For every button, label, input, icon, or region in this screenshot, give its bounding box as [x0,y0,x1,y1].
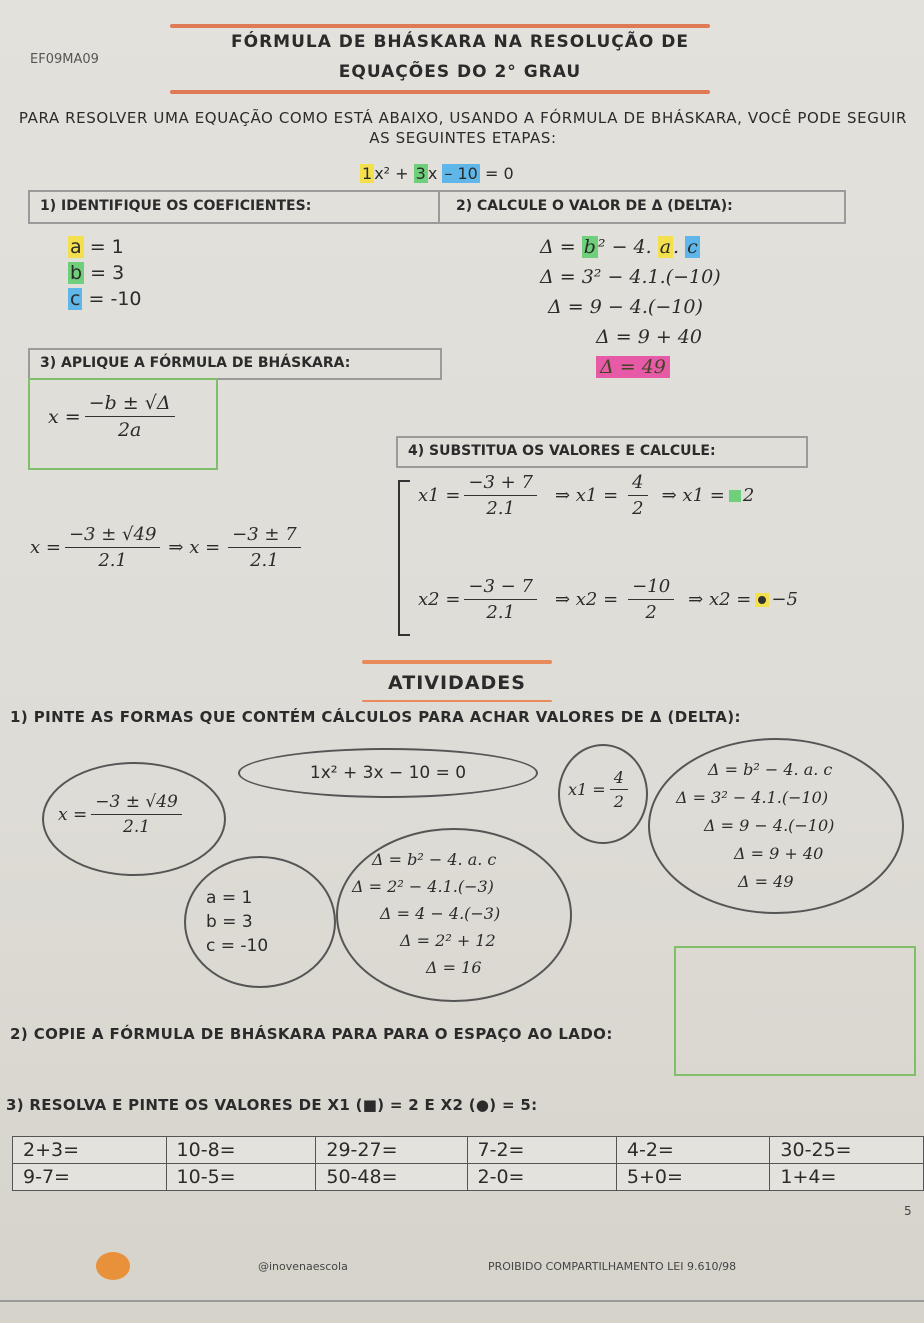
coef-value-c: = -10 [88,288,142,310]
title-top-stripe [170,24,710,28]
shape-coef-lines [206,886,268,958]
step4-heading: 4) SUBSTITUA OS VALORES E CALCULE: [408,443,716,459]
delta-calculation [540,232,721,382]
x1-fraction-2 [628,472,647,519]
footer-divider [0,1300,924,1302]
footer-handle: @inovenaescola [258,1260,348,1273]
delta-result: Δ = 49 [596,356,670,378]
table-row [13,1137,924,1164]
shape-x1-fraction [610,768,628,811]
table-cell[interactable]: 30-25= [770,1137,924,1164]
x1-lhs: x1 = [418,485,461,506]
shape-delta-a-line-1: Δ = b² − 4. a. c [708,760,833,779]
activities-bottom-line [362,700,552,702]
table-cell[interactable]: 1+4= [770,1164,924,1191]
shape-coef-b: b = 3 [206,912,253,932]
coef-b-highlight: 3 [415,164,426,183]
x1-numerator-2: 4 [628,472,647,496]
x1-denominator-2: 2 [632,498,644,519]
x2-fraction-2 [628,576,674,623]
question-2: 2) COPIE A FÓRMULA DE BHÁSKARA PARA PARA O ESPAÇO AO LADO: [10,1025,613,1043]
delta-b: b [583,236,596,258]
shape-delta-a-line-3: Δ = 9 − 4.(−10) [704,816,835,835]
x2-lhs: x2 = [418,589,461,610]
shape-delta-b-oval[interactable] [336,828,572,1002]
x2-arrow-2: ⇒ x2 = [688,589,752,610]
step3-heading: 3) APLIQUE A FÓRMULA DE BHÁSKARA: [40,355,351,371]
table-cell[interactable]: 2-0= [467,1164,616,1191]
formula-fraction [85,392,175,441]
shape-delta-a-line-2: Δ = 3² − 4.1.(−10) [676,788,829,807]
formula-copy-box[interactable] [674,946,916,1076]
table-cell[interactable]: 2+3= [13,1137,167,1164]
delta-line-1 [540,232,721,262]
coef-letter-b: b [70,262,83,284]
footer-notice: PROIBIDO COMPARTILHAMENTO LEI 9.610/98 [488,1260,737,1273]
step4-heading-box [396,436,808,468]
delta-a: a [659,236,672,258]
x1-denominator: 2.1 [486,498,515,519]
coef-row-a [68,234,142,260]
coef-letter-a: a [70,236,82,258]
main-equation [360,164,514,183]
step3-heading-box [28,348,442,380]
x1-arrow: ⇒ x1 = [554,485,619,506]
shape-x1-numerator: 4 [610,768,628,790]
shape-coef-c: c = -10 [206,936,269,956]
eq-x: x [427,164,438,183]
operations-table [12,1136,924,1191]
x2-result: −5 [771,589,798,610]
skill-code: EF09MA09 [30,52,99,67]
shape-equation-oval[interactable] [238,748,538,798]
formula-box [28,378,218,470]
title-bottom-stripe [170,90,710,94]
sub-numerator-2: −3 ± 7 [228,524,301,548]
step2-heading-box [438,190,846,224]
question-1: 1) PINTE AS FORMAS QUE CONTÉM CÁLCULOS PARA ACHAR VALORES DE Δ (DELTA): [10,708,741,726]
sub-lhs: x = [30,537,61,558]
shape-formula [58,792,186,837]
coef-letter-c: c [70,288,81,310]
formula-numerator: −b ± √Δ [85,392,175,417]
coefficient-list [68,234,142,312]
delta-line-1-pre: Δ = [540,236,582,258]
delta-line-2: Δ = 3² − 4.1.(−10) [540,266,721,288]
coef-row-c [68,286,142,312]
shape-x1-denominator: 2 [613,792,624,811]
square-marker-icon [729,490,741,502]
sub-arrow: ⇒ x = [168,537,221,558]
table-cell[interactable]: 10-8= [166,1137,316,1164]
delta-line-1-mid: ² − 4. [597,236,658,258]
table-cell[interactable]: 4-2= [616,1137,770,1164]
sub-numerator-1: −3 ± √49 [65,524,160,548]
intro-text: PARA RESOLVER UMA EQUAÇÃO COMO ESTÁ ABAIXO, USANDO A FÓRMULA DE BHÁSKARA, VOCÊ PODE SEGUIR AS SEGUINTES ETAPAS: [18,109,908,147]
table-cell[interactable]: 5+0= [616,1164,770,1191]
title-line-2: EQUAÇÕES DO 2° GRAU [338,62,582,82]
title-line-1: FÓRMULA DE BHÁSKARA NA RESOLUÇÃO DE [231,32,689,52]
shape-delta-b-line-3: Δ = 4 − 4.(−3) [380,904,501,923]
sub-fraction-1 [65,524,160,571]
shape-delta-b-line-2: Δ = 2² − 4.1.(−3) [352,877,494,896]
formula-lhs: x = [48,405,81,428]
table-cell[interactable]: 50-48= [316,1164,467,1191]
delta-line-4: Δ = 9 + 40 [596,326,702,348]
delta-line-3: Δ = 9 − 4.(−10) [548,296,703,318]
bhaskara-formula [48,392,179,441]
table-cell[interactable]: 10-5= [166,1164,316,1191]
coef-value-a: = 1 [89,236,124,258]
shape-delta-b-line-5: Δ = 16 [426,958,482,977]
shape-formula-denominator: 2.1 [123,817,151,837]
shape-delta-b-lines [352,846,500,981]
substitution-formula [30,524,305,571]
x1-arrow-2: ⇒ x1 = [661,485,725,506]
formula-denominator: 2a [117,419,142,441]
shape-delta-a-line-4: Δ = 9 + 40 [734,844,824,863]
table-row [13,1164,924,1191]
shape-formula-lhs: x = [58,804,88,825]
shape-formula-oval[interactable] [42,762,226,876]
sub-fraction-2 [228,524,301,571]
delta-c: c [687,236,698,258]
x1-fraction [464,472,537,519]
step1-heading-box [28,190,440,224]
shape-coef-oval[interactable] [184,856,336,988]
sub-denominator-1: 2.1 [98,550,127,571]
shape-delta-b-line-4: Δ = 2² + 12 [400,931,496,950]
question-3: 3) RESOLVA E PINTE OS VALORES DE X1 (■) = 2 E X2 (●) = 5: [6,1096,538,1114]
eq-tail: = 0 [484,164,514,183]
shape-x1-lhs: x1 = [568,780,606,799]
x1-numerator: −3 + 7 [464,472,537,496]
shape-formula-numerator: −3 ± √49 [91,792,182,815]
shape-x1-oval[interactable] [558,744,648,844]
table-cell[interactable]: 7-2= [467,1137,616,1164]
shape-coef-a: a = 1 [206,888,253,908]
x1-result: 2 [742,485,755,506]
roots-bracket [398,480,410,636]
shape-delta-a-line-5: Δ = 49 [738,872,794,891]
delta-dot: . [673,236,686,258]
activities-top-line [362,660,552,664]
step1-heading: 1) IDENTIFIQUE OS COEFICIENTES: [40,198,312,214]
x2-fraction [464,576,537,623]
page-number: 5 [904,1204,912,1218]
table-cell[interactable]: 9-7= [13,1164,167,1191]
shape-x1 [568,768,632,811]
shape-delta-a-lines [676,756,834,896]
x2-denominator: 2.1 [486,602,515,623]
activities-title: ATIVIDADES [388,672,526,694]
shape-delta-a-oval[interactable] [648,738,904,914]
x2-numerator: −3 − 7 [464,576,537,600]
shape-delta-b-line-1: Δ = b² − 4. a. c [372,850,497,869]
table-cell[interactable]: 29-27= [316,1137,467,1164]
step2-heading: 2) CALCULE O VALOR DE Δ (DELTA): [456,198,733,214]
x2-calculation [418,576,798,623]
x2-numerator-2: −10 [628,576,674,600]
sub-denominator-2: 2.1 [250,550,279,571]
coef-a-highlight: 1 [362,164,373,183]
x2-arrow: ⇒ x2 = [554,589,619,610]
shape-formula-fraction [91,792,182,837]
eq-x2: x² + [374,164,409,183]
lightbulb-icon [96,1252,130,1280]
shape-equation-text: 1x² + 3x − 10 = 0 [309,763,467,783]
coef-c-highlight: – 10 [444,164,478,183]
x1-calculation [418,472,754,519]
circle-marker-icon [755,593,769,607]
x2-denominator-2: 2 [645,602,657,623]
coef-value-b: = 3 [90,262,125,284]
coef-row-b [68,260,142,286]
